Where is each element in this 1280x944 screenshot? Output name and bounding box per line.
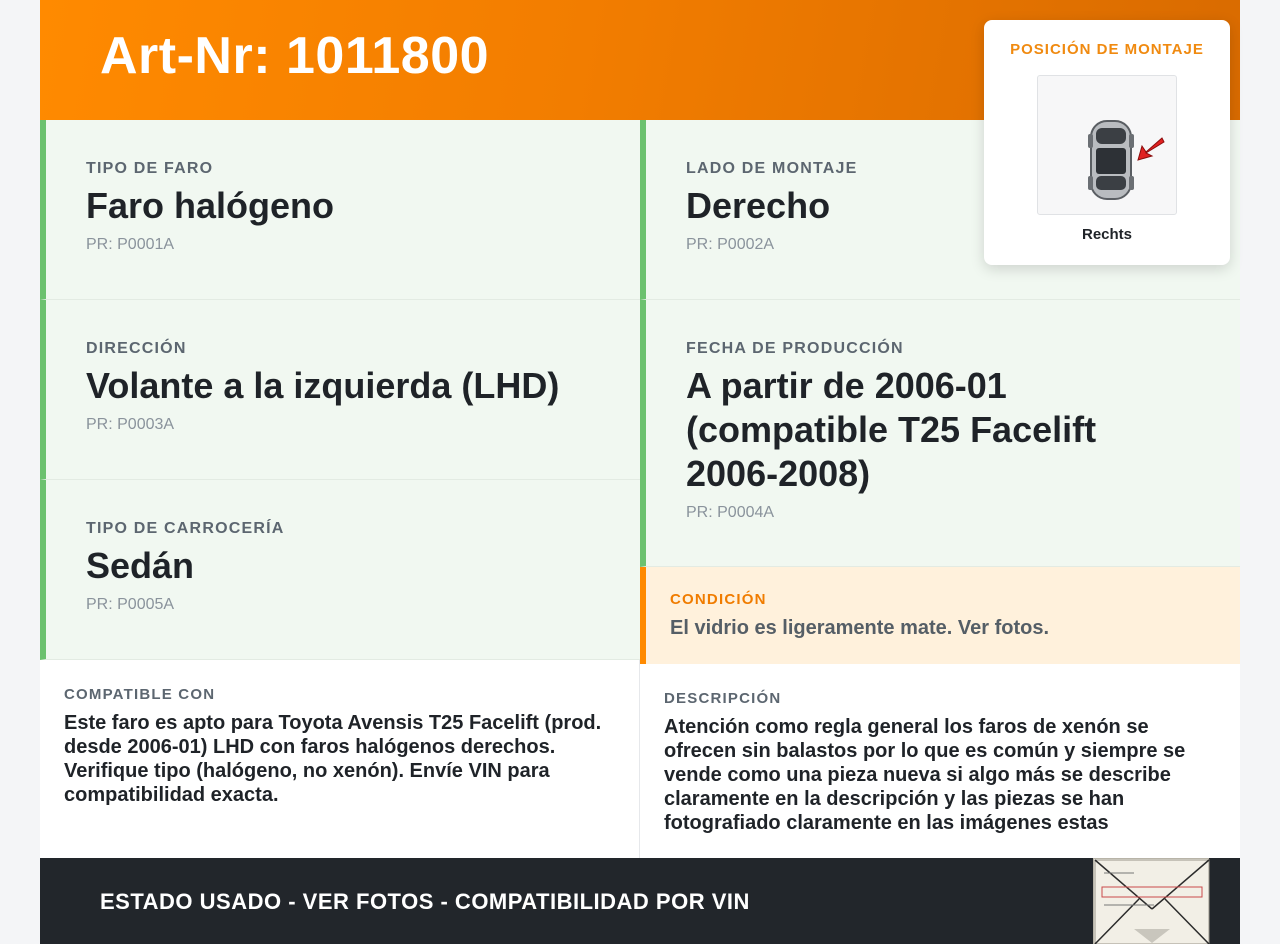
condition-text: El vidrio es ligeramente mate. Ver fotos.	[670, 617, 1050, 639]
field-code: PR: P0002A	[686, 236, 775, 253]
compatible-with-section	[40, 660, 640, 858]
condition-note	[640, 567, 1240, 664]
field-label: FECHA DE PRODUCCIÓN	[686, 340, 904, 357]
field-headlight-type	[40, 120, 640, 300]
field-steering	[40, 300, 640, 480]
mounting-label: POSICIÓN DE MONTAJE	[1010, 41, 1204, 58]
car-top-view-icon	[1037, 75, 1177, 215]
field-value: Volante a la izquierda (LHD)	[86, 365, 560, 406]
description-section	[640, 664, 1240, 858]
field-code: PR: P0003A	[86, 416, 175, 433]
description-text: Atención como regla general los faros de xenón se ofrecen sin balastos por lo que es común y siempre se vende como una pieza nueva si algo más se describe claramente en la descripción y las piezas se han fotografiado claramente en las imágenes estas	[664, 716, 1186, 834]
article-number-title: Art-Nr: 1011800	[100, 27, 490, 85]
field-label: LADO DE MONTAJE	[686, 160, 858, 177]
condition-label: CONDICIÓN	[670, 591, 767, 608]
field-code: PR: P0005A	[86, 596, 175, 613]
field-production-date	[640, 300, 1240, 567]
field-value: A partir de 2006-01 (compatible T25 Facelift 2006-2008)	[686, 365, 1097, 494]
envelope-icon[interactable]	[1093, 858, 1209, 944]
footer-text: ESTADO USADO - VER FOTOS - COMPATIBILIDAD POR VIN	[100, 889, 750, 914]
compatible-label: COMPATIBLE CON	[64, 686, 216, 703]
field-label: TIPO DE FARO	[86, 160, 214, 177]
field-body-type	[40, 480, 640, 660]
mounting-position-card	[984, 20, 1230, 265]
field-value: Sedán	[86, 545, 195, 586]
field-label: DIRECCIÓN	[86, 340, 187, 357]
field-code: PR: P0004A	[686, 504, 775, 521]
field-value: Derecho	[686, 185, 831, 226]
field-label: TIPO DE CARROCERÍA	[86, 520, 285, 537]
mounting-caption: Rechts	[1081, 226, 1133, 243]
footer-bar	[40, 858, 1240, 944]
description-label: DESCRIPCIÓN	[664, 690, 782, 707]
field-value: Faro halógeno	[86, 185, 335, 226]
field-code: PR: P0001A	[86, 236, 175, 253]
compatible-text: Este faro es apto para Toyota Avensis T25 Facelift (prod. desde 2006-01) LHD con faros halógenos derechos. Verifique tipo (halógeno, no xenón). Envíe VIN para compatibilidad exacta.	[64, 712, 602, 806]
